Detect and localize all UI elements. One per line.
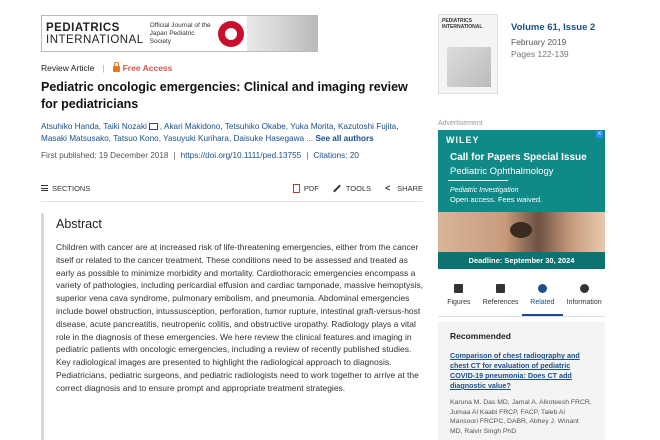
lock-icon [113, 66, 120, 72]
tab-figures-label: Figures [447, 299, 471, 306]
pdf-button[interactable] [293, 184, 319, 193]
share-icon [385, 184, 393, 192]
first-published: First published: 19 December 2018 [41, 151, 169, 160]
recommended-panel [438, 322, 605, 440]
ad-deadline: Deadline: September 30, 2024 [438, 252, 605, 269]
ad-brand: WILEY [446, 135, 480, 145]
corresponding-author-mail-icon[interactable] [149, 123, 158, 130]
authors-line2[interactable]: Masaki Matsusako, Tatsuo Kono, Yasuyuki Kurihara, Daisuke Hasegawa ... [41, 134, 314, 143]
banner-photo [247, 16, 317, 52]
publication-info [41, 151, 359, 160]
pub-separator: | [173, 151, 176, 160]
network-icon [538, 284, 547, 293]
sections-label: SECTIONS [52, 183, 91, 193]
recommended-item-authors: Karuna M. Das MD, Jamal A. Alkoteesh FRCR, Jumaa Al Kaabi FRCP, FACP, Taleb Al Mansoori FRCPC, DABR, Abhey J. Winant MD, Raivir Singh PhD [450, 399, 592, 435]
tools-button[interactable] [333, 184, 371, 193]
ad-eye-image [438, 212, 605, 252]
wrench-icon [333, 184, 342, 193]
journal-subtitle: Official Journal of the Japan Pediatric Society [149, 21, 211, 45]
abstract-section [41, 213, 423, 440]
tab-information-label: Information [566, 299, 602, 306]
image-icon [454, 284, 463, 293]
info-icon [580, 284, 589, 293]
pdf-icon [293, 184, 300, 193]
citations-link[interactable]: Citations: 20 [313, 151, 359, 160]
menu-icon [41, 185, 48, 191]
journal-cover-thumbnail[interactable] [438, 14, 498, 94]
tab-references-label: References [482, 299, 519, 306]
sidebar-tabs [438, 281, 605, 317]
article-title: Pediatric oncologic emergencies: Clinical and imaging review for pediatricians [41, 80, 408, 111]
abstract-heading: Abstract [56, 217, 102, 231]
toolbar-divider [41, 201, 423, 202]
abstract-text: Children with cancer are at increased risk of life-threatening emergencies, either from the cancer itself or related to the cancer treatment. These conditions need to be assessed and treated as early as possible to minimize morbidity and mortality. Cardiothoracic emergencies encompass a variety of pathologies, including pericardial effusion and cardiac tamponade, massive hemoptysis, superior vena cava syndrome, pulmonary embolism, and pneumonia. Abdominal emergencies include bowel obstruction, intussusception, perforation, tumor rupture, intestinal graft-versus-host disease, acute pancreatitis, neutropenic colitis, and obstructive uropathy. Radiology plays a vital role in the diagnosis of these emergencies. We here review the clinical features and imaging in pediatric patients with oncologic emergencies, including a review of recently published studies. Key radiological images are presented to highlight the radiological approach to diagnosis. Pediatricians, pediatric surgeons, and pediatric radiologists need to work together to arrive at the correct diagnosis and to ensure prompt and appropriate treatment strategies. [56, 242, 423, 393]
tab-information[interactable] [563, 281, 605, 316]
tab-related-label: Related [530, 299, 555, 306]
ad-rule [448, 180, 508, 181]
journal-wordmark [42, 22, 144, 46]
ad-close-icon[interactable]: x [598, 131, 601, 137]
see-all-authors-link[interactable]: See all authors [315, 134, 374, 143]
issue-volume-link[interactable]: Volume 61, Issue 2 [511, 22, 596, 33]
free-access-label: Free Access [122, 63, 173, 73]
share-label: SHARE [397, 183, 423, 193]
article-type: Review Article [41, 63, 95, 73]
cover-title: PEDIATRICS INTERNATIONAL [442, 18, 483, 30]
author-list [41, 121, 423, 145]
article-meta-line [41, 63, 172, 73]
tab-references[interactable] [480, 281, 522, 316]
doi-link[interactable]: https://doi.org/10.1111/ped.13755 [180, 151, 302, 160]
recommended-heading: Recommended [450, 331, 511, 341]
advertisement-label: Advertisement [438, 120, 483, 127]
toolbar-actions [293, 184, 423, 193]
meta-separator: | [102, 63, 105, 73]
journal-name-line2: INTERNATIONAL [46, 33, 144, 46]
journal-name-line1: PEDIATRICS [46, 21, 120, 34]
ad-note: Open access. Fees waived. [450, 195, 543, 204]
ad-subject: Pediatric Ophthalmology [450, 166, 554, 177]
issue-info [511, 22, 595, 59]
link-icon [496, 284, 505, 293]
journal-banner[interactable] [41, 15, 318, 52]
article-toolbar [41, 180, 423, 196]
issue-pages: Pages 122-139 [511, 49, 569, 59]
authors-line1[interactable]: Atsuhiko Handa, Taiki Nozaki [41, 122, 147, 131]
pub-separator: | [306, 151, 309, 160]
share-button[interactable] [385, 184, 423, 193]
tools-label: TOOLS [345, 183, 372, 193]
tab-figures[interactable] [438, 281, 480, 316]
advertisement-banner[interactable] [438, 130, 605, 269]
tab-related[interactable] [522, 281, 564, 316]
pdf-label: PDF [303, 183, 319, 193]
society-logo-icon [218, 21, 244, 47]
cover-image [447, 47, 491, 87]
sections-button[interactable] [41, 184, 90, 193]
free-access-badge [113, 63, 173, 73]
recommended-item-title[interactable]: Comparison of chest radiography and chest CT for evaluation of pediatric COVID-19 pneumonia: Does CT add diagnostic value? [450, 351, 580, 390]
ad-journal: Pediatric Investigation [450, 187, 519, 194]
issue-date: February 2019 [511, 37, 567, 47]
ad-headline: Call for Papers Special Issue [450, 152, 587, 163]
authors-line1b[interactable]: , Akari Makidono, Tetsuhiko Okabe, Yuka Morita, Kazutoshi Fujita, [159, 122, 399, 131]
